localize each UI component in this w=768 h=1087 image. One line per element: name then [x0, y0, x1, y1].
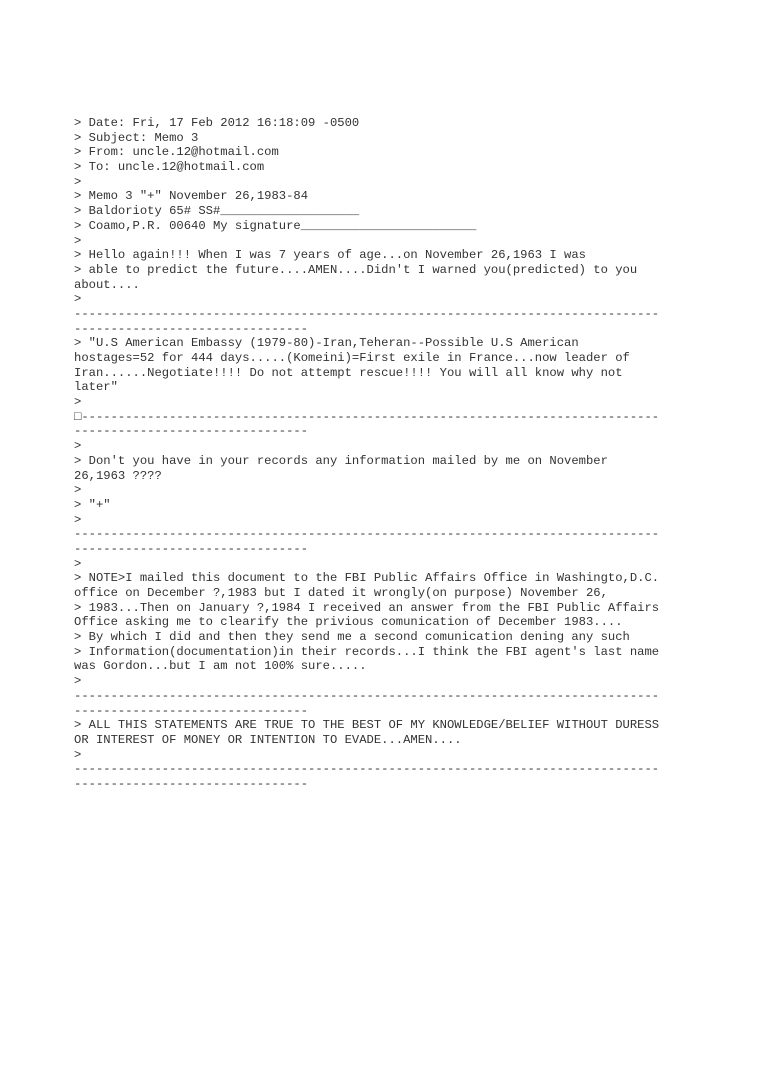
body-line: > ALL THIS STATEMENTS ARE TRUE TO THE BEST OF MY KNOWLEDGE/BELIEF WITHOUT DURESS	[74, 718, 660, 733]
body-line: hostages=52 for 444 days.....(Komeini)=First exile in France...now leader of	[74, 351, 630, 365]
header-date: > Date: Fri, 17 Feb 2012 16:18:09 -0500	[74, 116, 360, 130]
body-line: 26,1963 ????	[74, 468, 162, 483]
body-line: > "U.S American Embassy (1979-80)-Iran,Teheran--Possible U.S American	[74, 336, 579, 351]
header-subject: > Subject: Memo 3	[74, 130, 199, 145]
quote-marker: >	[74, 512, 82, 527]
quote-marker: >	[74, 395, 82, 410]
quote-marker: >	[74, 292, 82, 307]
quote-marker: >	[74, 439, 82, 454]
body-line: Iran......Negotiate!!!! Do not attempt rescue!!!! You will all know why not	[74, 365, 623, 380]
signature-line: > Coamo,P.R. 00640 My signature________________________	[74, 218, 477, 233]
body-line: > 1983...Then on January ?,1984 I received an answer from the FBI Public Affairs	[74, 600, 660, 615]
divider-line: --------------------------------	[74, 424, 309, 439]
body-line: > Hello again!!! When I was 7 years of age...on November 26,1963 I was	[74, 248, 586, 263]
body-line: later"	[74, 380, 118, 395]
divider-line: --------------------------------------------------------------------------------	[74, 306, 660, 321]
header-to: > To: uncle.12@hotmail.com	[74, 160, 265, 175]
body-line: Office asking me to clearify the privious comunication of December 1983....	[74, 615, 623, 630]
body-line: about....	[74, 277, 140, 292]
quote-marker: >	[74, 556, 82, 571]
divider-line: --------------------------------	[74, 321, 309, 336]
quote-marker: >	[74, 233, 82, 248]
quote-marker: >	[74, 174, 82, 189]
divider-line: --------------------------------	[74, 541, 309, 556]
quote-marker: >	[74, 674, 82, 689]
divider-line: --------------------------------------------------------------------------------	[74, 527, 660, 542]
quote-marker: >	[74, 747, 82, 762]
body-line: was Gordon...but I am not 100% sure.....	[74, 659, 367, 674]
body-line: OR INTEREST OF MONEY OR INTENTION TO EVADE...AMEN....	[74, 732, 462, 747]
body-line: > By which I did and then they send me a second comunication dening any such	[74, 630, 630, 645]
divider-line: □-------------------------------------------------------------------------------	[74, 409, 660, 424]
body-line: > Information(documentation)in their records...I think the FBI agent's last name	[74, 644, 660, 659]
divider-line: --------------------------------------------------------------------------------	[74, 762, 660, 777]
document-page	[74, 116, 694, 792]
divider-line: --------------------------------	[74, 776, 309, 791]
quote-marker: >	[74, 483, 82, 498]
divider-line: --------------------------------	[74, 703, 309, 718]
body-line: > Don't you have in your records any information mailed by me on November	[74, 453, 608, 468]
memo-title: > Memo 3 "+" November 26,1983-84	[74, 189, 309, 204]
divider-line: --------------------------------------------------------------------------------	[74, 688, 660, 703]
body-line: office on December ?,1983 but I dated it wrongly(on purpose) November 26,	[74, 586, 608, 600]
address-line: > Baldorioty 65# SS#___________________	[74, 204, 360, 219]
body-line: > able to predict the future....AMEN....Didn't I warned you(predicted) to you	[74, 262, 638, 277]
body-line: > "+"	[74, 497, 111, 512]
header-from: > From: uncle.12@hotmail.com	[74, 145, 279, 160]
body-line: > NOTE>I mailed this document to the FBI Public Affairs Office in Washingto,D.C.	[74, 571, 660, 586]
